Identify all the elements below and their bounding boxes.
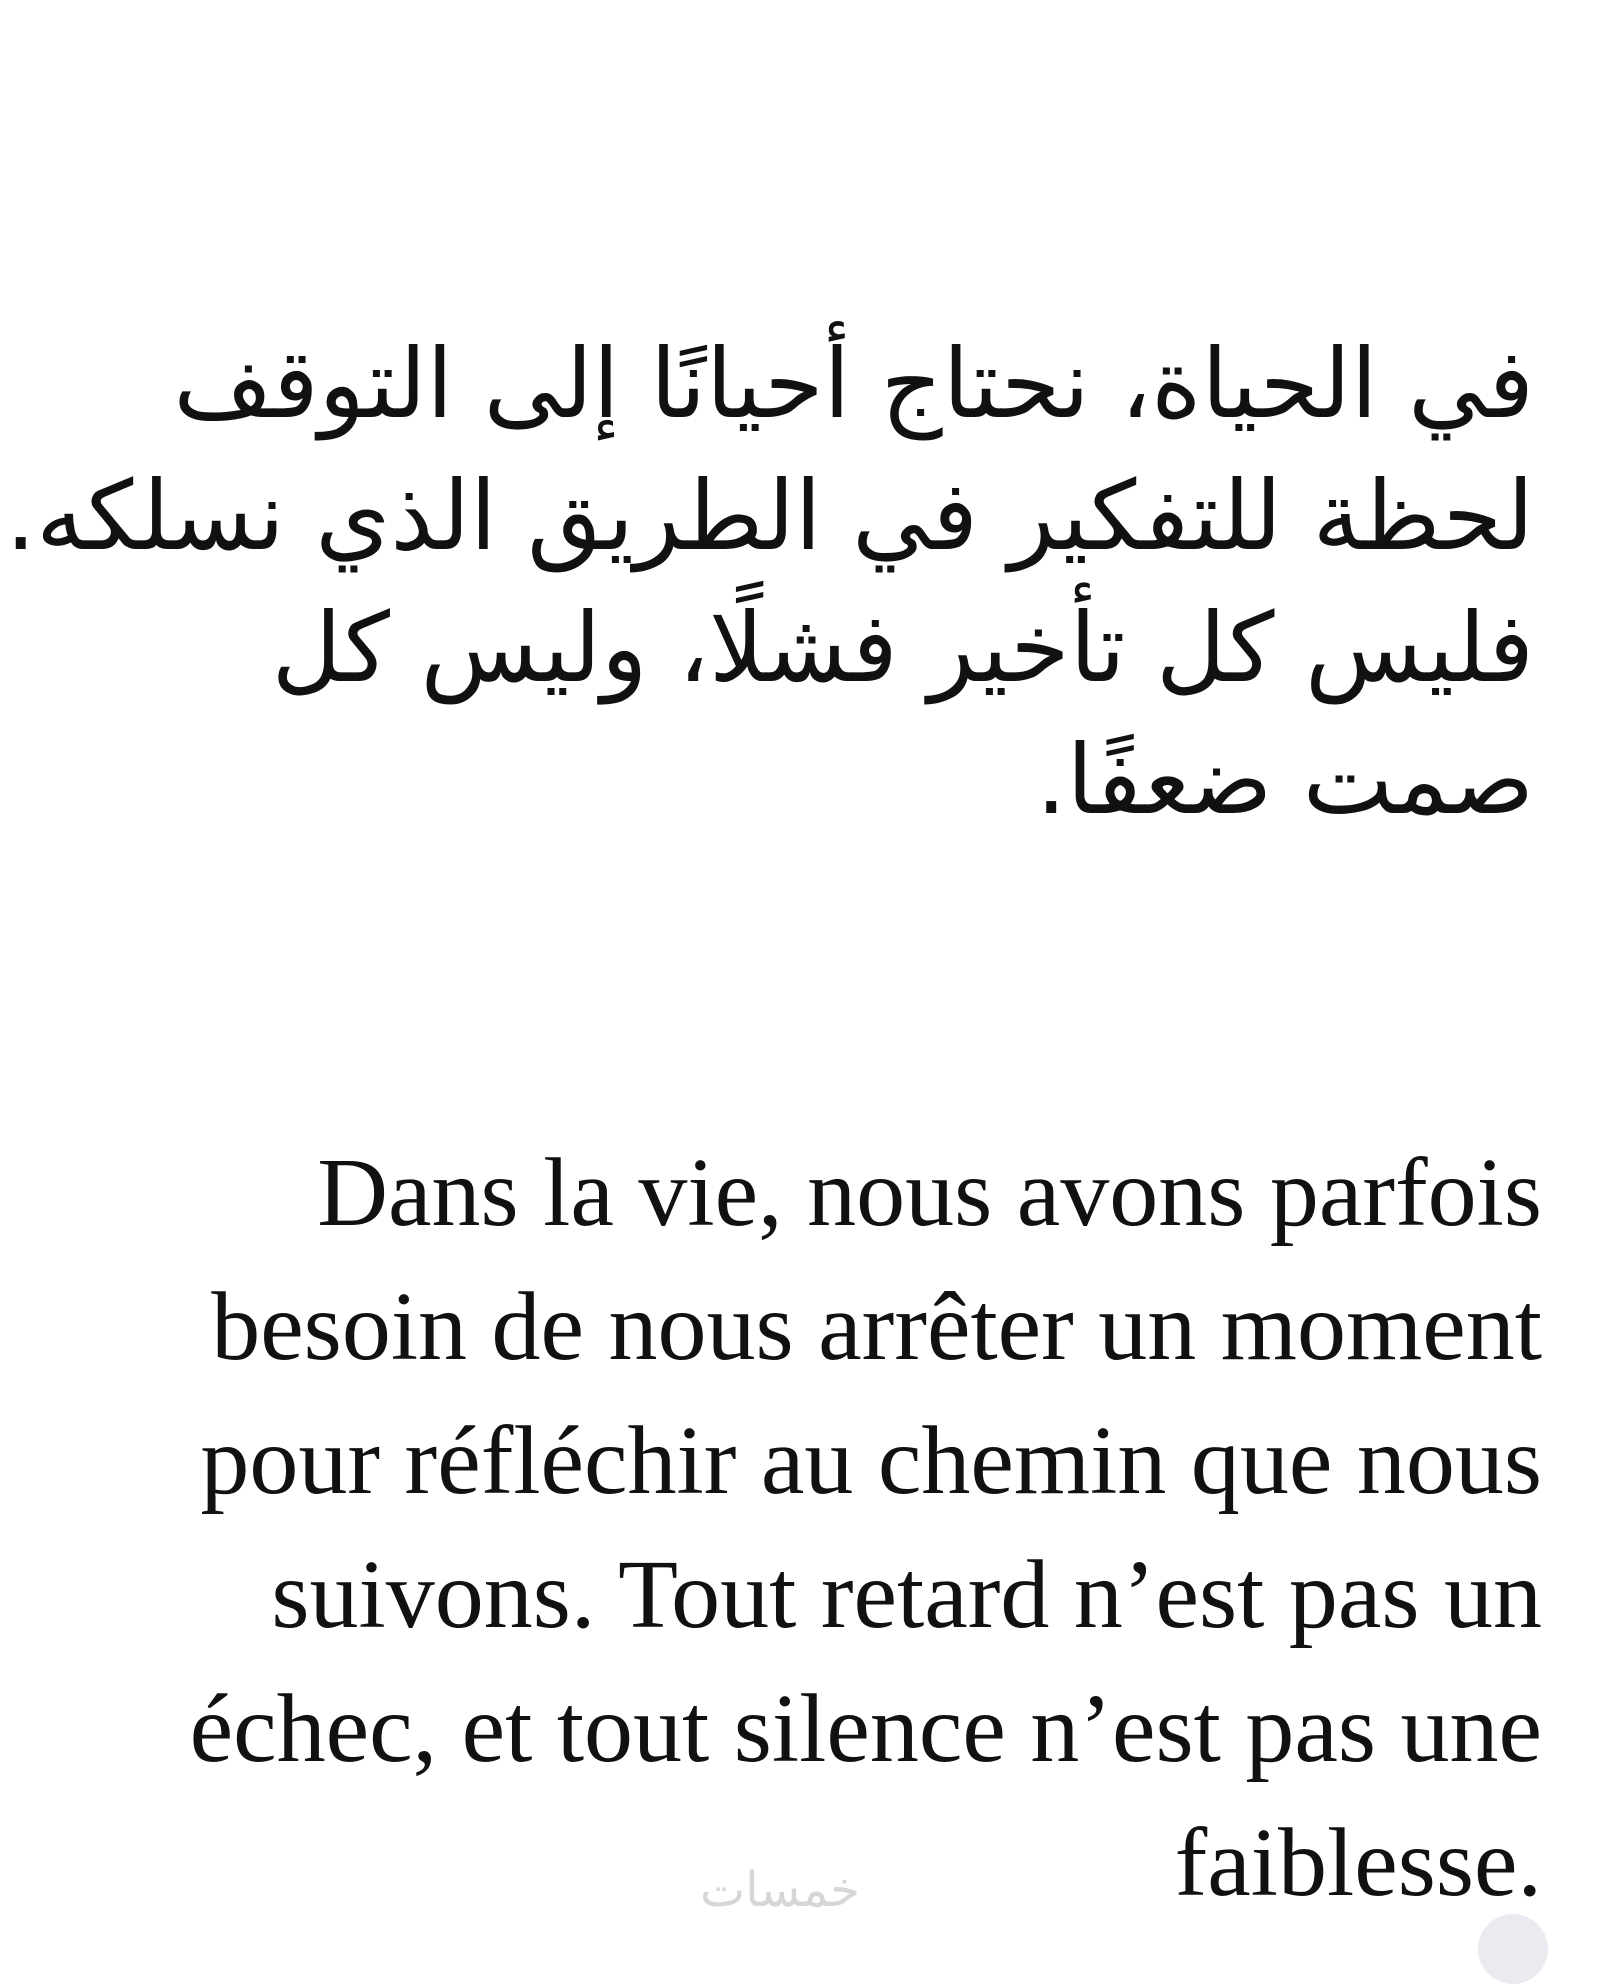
french-line-3: pour réfléchir au chemin que nous — [200, 1407, 1542, 1515]
arabic-line-4: صمت ضعفًا. — [1036, 724, 1534, 836]
french-line-2: besoin de nous arrêter un moment — [211, 1273, 1542, 1381]
arabic-line-2: لحظة للتفكير في الطريق الذي نسلكه. — [5, 460, 1534, 572]
french-paragraph — [62, 1126, 1542, 1930]
arabic-line-1: في الحياة، نحتاج أحيانًا إلى التوقف — [173, 328, 1534, 440]
french-line-5: échec, et tout silence n’est pas une — [189, 1675, 1542, 1783]
french-line-6: .faiblesse — [1174, 1809, 1542, 1917]
arabic-paragraph — [5, 318, 1534, 846]
arabic-line-3: فليس كل تأخير فشلًا، وليس كل — [271, 592, 1534, 704]
french-line-1: Dans la vie, nous avons parfois — [317, 1139, 1542, 1247]
floating-action-button[interactable] — [1478, 1914, 1548, 1984]
french-line-4: suivons. Tout retard n’est pas un — [271, 1541, 1542, 1649]
watermark-logo: خمسات — [700, 1862, 861, 1918]
